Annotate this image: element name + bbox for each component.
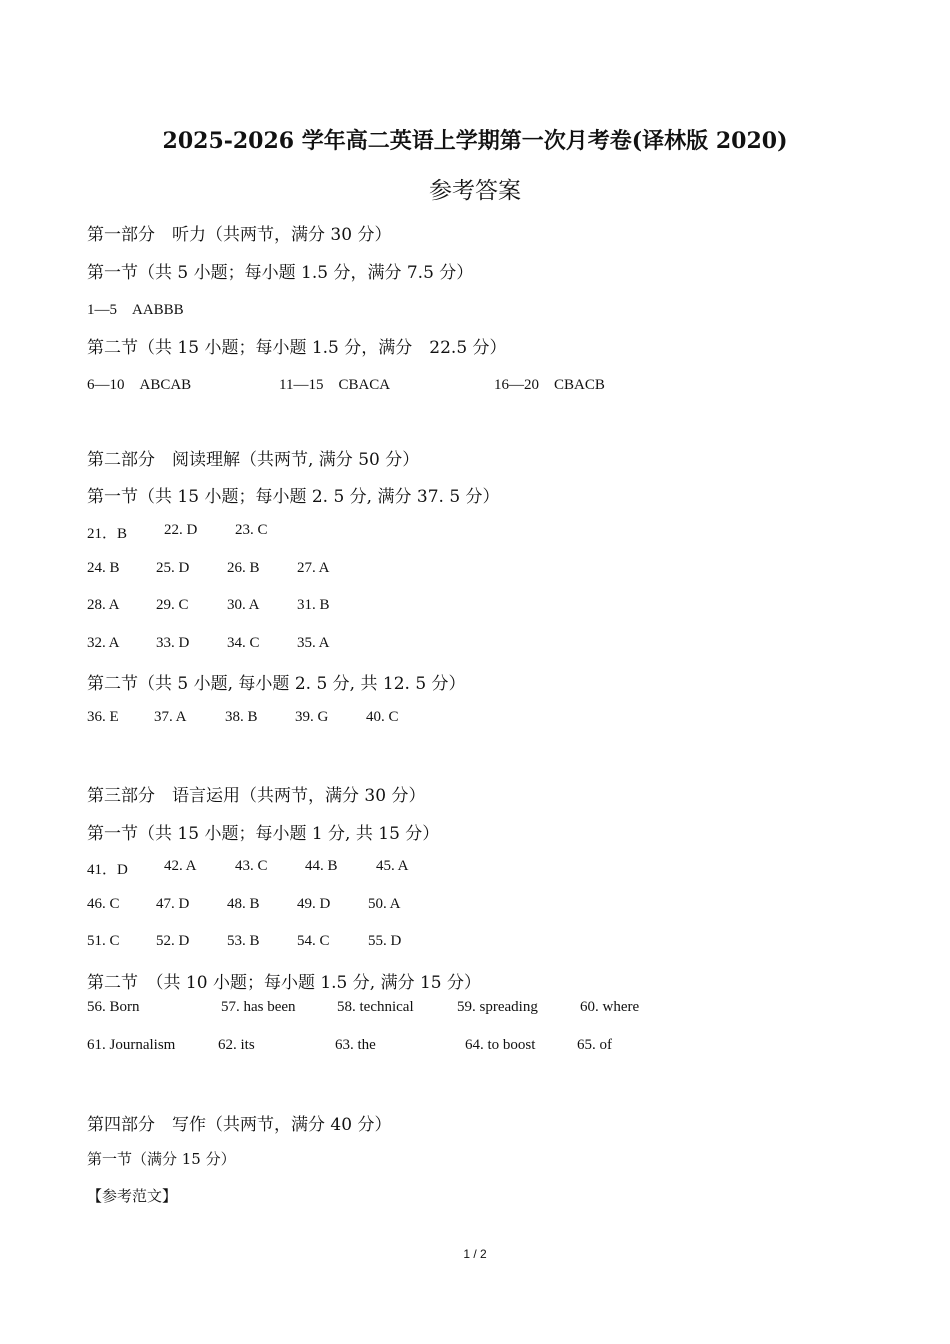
answer-group: 11—15 CBACA xyxy=(279,377,391,393)
answer-item: 33. D xyxy=(156,635,190,651)
answer-item: 51. C xyxy=(87,933,120,949)
answer-group: 6—10 ABCAB xyxy=(87,377,192,393)
answer-item: 65. of xyxy=(577,1037,612,1053)
answer-item: 59. spreading xyxy=(457,999,538,1015)
answer-item: 42. A xyxy=(164,858,197,874)
answer-item: 61. Journalism xyxy=(87,1037,176,1053)
part1-section1-answers: 1—5 AABBB xyxy=(87,302,184,318)
part1-heading: 第一部分 听力（共两节，满分 30 分） xyxy=(87,225,392,245)
answer-item: 43. C xyxy=(235,858,268,874)
answer-item: 60. where xyxy=(580,999,640,1015)
part3-section1-heading: 第一节（共 15 小题；每小题 1 分, 共 15 分） xyxy=(87,824,440,844)
document-subtitle: 参考答案 xyxy=(429,178,521,204)
answer-item: 55. D xyxy=(368,933,402,949)
part1-section2-heading: 第二节（共 15 小题；每小题 1.5 分，满分 22.5 分） xyxy=(87,338,507,358)
answer-item: 35. A xyxy=(297,635,330,651)
answer-item: 27. A xyxy=(297,560,330,576)
answer-item: 49. D xyxy=(297,896,331,912)
answer-item: 32. A xyxy=(87,635,120,651)
answer-item: 31. B xyxy=(297,597,330,613)
answer-item: 36. E xyxy=(87,709,119,725)
part1-section1-heading: 第一节（共 5 小题；每小题 1.5 分，满分 7.5 分） xyxy=(87,263,474,283)
answer-item: 23. C xyxy=(235,522,268,538)
answer-item: 64. to boost xyxy=(465,1037,536,1053)
answer-item: 63. the xyxy=(335,1037,376,1053)
answer-item: 30. A xyxy=(227,597,260,613)
answer-item: 50. A xyxy=(368,896,401,912)
answer-item: 22. D xyxy=(164,522,198,538)
answer-item: 45. A xyxy=(376,858,409,874)
answer-item: 25. D xyxy=(156,560,190,576)
answer-item: 40. C xyxy=(366,709,399,725)
answer-item: 47. D xyxy=(156,896,190,912)
answer-item: 29. C xyxy=(156,597,189,613)
answer-group: 16—20 CBACB xyxy=(494,377,605,393)
answer-item: 38. B xyxy=(225,709,258,725)
answer-item: 37. A xyxy=(154,709,187,725)
answer-item: 24. B xyxy=(87,560,120,576)
document-title: 2025-2026 学年高二英语上学期第一次月考卷(译林版 2020) xyxy=(162,128,788,154)
answer-item: 48. B xyxy=(227,896,260,912)
answer-item: 62. its xyxy=(218,1037,255,1053)
part2-heading: 第二部分 阅读理解（共两节, 满分 50 分） xyxy=(87,450,420,470)
page-number: 1 / 2 xyxy=(463,1247,487,1261)
answer-item: 52. D xyxy=(156,933,190,949)
part4-section1-heading: 第一节（满分 15 分） xyxy=(87,1150,236,1168)
answer-item: 53. B xyxy=(227,933,260,949)
answer-item: 21．B xyxy=(87,526,128,542)
reference-essay-label: 【参考范文】 xyxy=(87,1187,178,1205)
answer-item: 57. has been xyxy=(221,999,296,1015)
answer-item: 41．D xyxy=(87,862,128,878)
answer-item: 54. C xyxy=(297,933,330,949)
part4-heading: 第四部分 写作（共两节，满分 40 分） xyxy=(87,1115,392,1135)
answer-item: 34. C xyxy=(227,635,260,651)
part2-section1-heading: 第一节（共 15 小题；每小题 2. 5 分, 满分 37. 5 分） xyxy=(87,487,500,507)
answer-item: 44. B xyxy=(305,858,338,874)
answer-item: 39. G xyxy=(295,709,329,725)
answer-item: 28. A xyxy=(87,597,120,613)
answer-item: 58. technical xyxy=(337,999,414,1015)
part2-section2-heading: 第二节（共 5 小题, 每小题 2. 5 分, 共 12. 5 分） xyxy=(87,674,466,694)
answer-item: 56. Born xyxy=(87,999,140,1015)
answer-item: 26. B xyxy=(227,560,260,576)
part3-section2-heading: 第二节 （共 10 小题；每小题 1.5 分, 满分 15 分） xyxy=(87,973,482,993)
part3-heading: 第三部分 语言运用（共两节，满分 30 分） xyxy=(87,786,426,806)
answer-item: 46. C xyxy=(87,896,120,912)
